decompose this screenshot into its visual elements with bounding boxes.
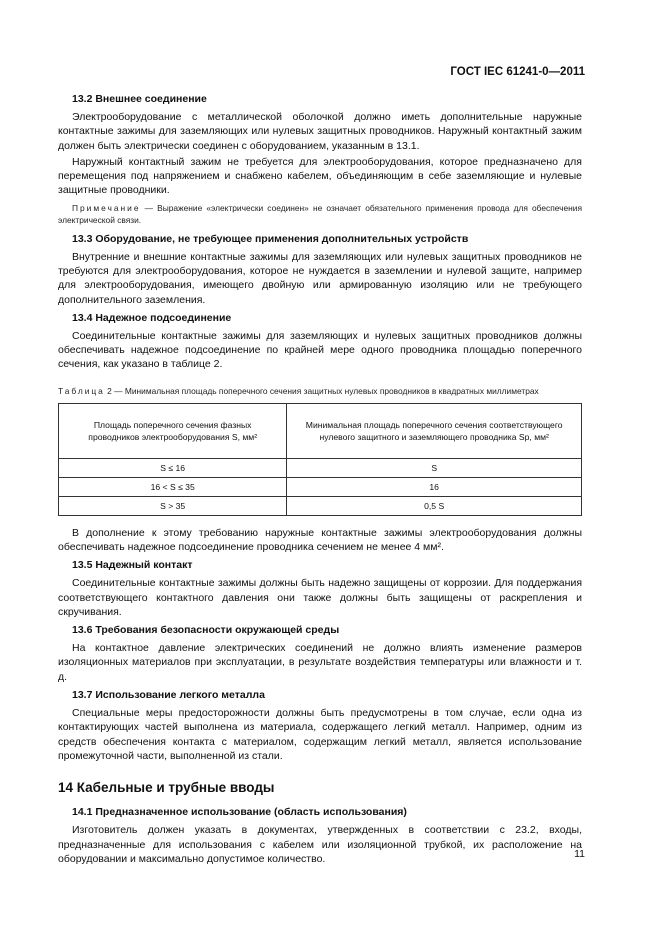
table-cell: S ≤ 16 — [59, 458, 287, 477]
table-row — [59, 496, 582, 515]
table-caption-label: Таблица — [58, 385, 105, 396]
section-13-3-heading: 13.3 Оборудование, не требующее применения дополнительных устройств — [72, 232, 469, 245]
table-cell: S — [287, 458, 582, 477]
table-2 — [58, 403, 582, 516]
note-label: Примечание — [72, 203, 141, 214]
table-row — [59, 477, 582, 496]
section-13-4-paragraph-2: В дополнение к этому требованию наружные контактные зажимы электрооборудования должны обеспечивать надежное подсоединение проводника сечением не менее 4 мм². — [58, 526, 582, 554]
section-13-4-heading: 13.4 Надежное подсоединение — [72, 311, 232, 324]
section-13-6-paragraph-1: На контактное давление электрических соединений не должно влиять изменение размеров изоляционных материалов при эксплуатации, в результате воздействия температуры или влажности и т. д. — [58, 642, 582, 683]
page-number: 11 — [574, 848, 585, 860]
table-row — [59, 458, 582, 477]
table-header-phase-section: Площадь поперечного сечения фазных проводников электрооборудования S, мм² — [59, 403, 287, 458]
note-text: — Выражение «электрически соединен» не означает обязательного применения провода для обеспечения электрической связи. — [58, 203, 582, 225]
table-cell: S > 35 — [59, 496, 287, 515]
table-header-protective-section: Минимальная площадь поперечного сечения соответствующего нулевого защитного и заземляющего проводника Sp, мм² — [287, 403, 582, 458]
table-cell: 16 — [287, 477, 582, 496]
table-header-row — [59, 403, 582, 458]
section-13-7-paragraph-1: Специальные меры предосторожности должны быть предусмотрены в том случае, если одна из контактирующих частей выполнена из материала, содержащего легкий металл. Например, одним из средств обеспечения контакта с материалом, содержащим легкий металл, является использование промежуточной части, выполненной из стали. — [58, 707, 582, 762]
document-header: ГОСТ IEC 61241-0—2011 — [450, 66, 585, 78]
section-13-5-heading: 13.5 Надежный контакт — [72, 559, 193, 572]
section-14-1-heading: 14.1 Предназначенное использование (область использования) — [72, 806, 407, 819]
section-13-5-paragraph-1: Соединительные контактные зажимы должны быть надежно защищены от коррозии. Для поддержания соответствующего контактного давления они также должны быть защищены от раскрепления и скручивания. — [58, 577, 582, 618]
section-13-2-heading: 13.2 Внешнее соединение — [72, 93, 207, 105]
section-13-6-heading: 13.6 Требования безопасности окружающей среды — [72, 624, 340, 637]
section-13-2-paragraph-2: Наружный контактный зажим не требуется для электрооборудования, которое предназначено для перемещения под напряжением и снабжено кабелем, объединяющим в себе заземляющие и нулевые защитные проводники. — [58, 155, 582, 197]
section-14-1-paragraph-1: Изготовитель должен указать в документах, утвержденных в соответствии с 23.2, входы, предназначенные для использования с кабелем или изоляционной трубкой, их расположение на оборудовании и максимально допустимое количество. — [58, 824, 582, 865]
section-13-7-heading: 13.7 Использование легкого металла — [72, 688, 265, 701]
table-cell: 16 < S ≤ 35 — [59, 477, 287, 496]
page-content — [58, 92, 582, 868]
section-13-2-note — [58, 203, 582, 225]
section-13-4-paragraph-1: Соединительные контактные зажимы для заземляющих и нулевых защитных проводников должны обеспечивать надежное подсоединение по крайней мере одного проводника площадью поперечного сечения, как указано в таблице 2. — [58, 330, 582, 371]
section-13-3-paragraph-1: Внутренние и внешние контактные зажимы для заземляющих или нулевых защитных проводников не требуются для электрооборудования, которое не нуждается в заземлении и нулевой защите, например для электрооборудования, имеющего двойную или армированную изоляцию или не требующего дополнительного заземления. — [58, 251, 582, 306]
section-14-heading: 14 Кабельные и трубные вводы — [58, 779, 275, 795]
table-cell: 0,5 S — [287, 496, 582, 515]
section-13-2-paragraph-1: Электрооборудование с металлической оболочкой должно иметь дополнительные наружные контактные зажимы для заземляющих или нулевых защитных проводников. Наружный контактный зажим должен быть электрически соединен с оборудованием, указанным в 13.1. — [58, 111, 582, 152]
table-2-caption — [58, 386, 582, 397]
table-caption-text: 2 — Минимальная площадь поперечного сечения защитных нулевых проводников в квадратных миллиметрах — [104, 385, 539, 396]
